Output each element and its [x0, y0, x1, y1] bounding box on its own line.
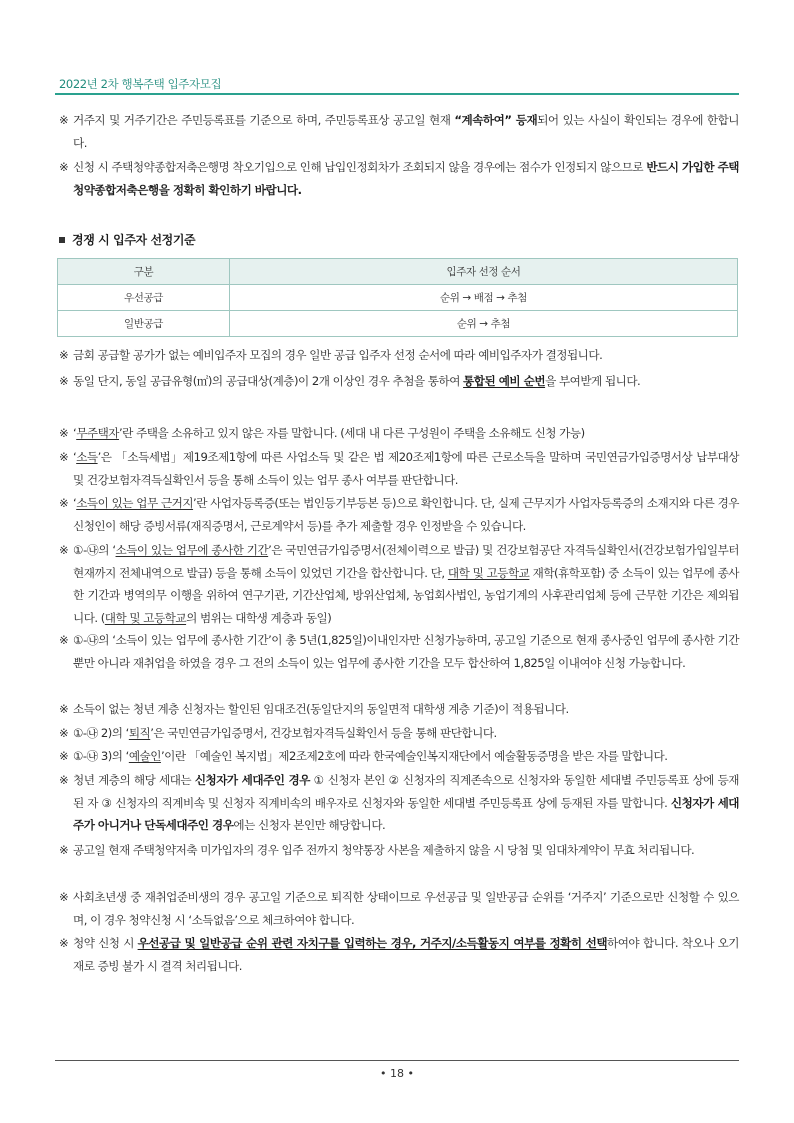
note-text: 공고일 현재 주택청약저축 미가입자의 경우 입주 전까지 청약통장 사본을 제출하지 않을 시 당첨 및 임대차계약이 무효 처리됩니다. — [73, 843, 695, 857]
note-text: 하여야 합니다. 착오나 오기재로 증빙 불가 시 결격 처리됩니다. — [73, 936, 739, 973]
note-text: ‘ — [73, 496, 77, 510]
note-homeless — [59, 422, 739, 445]
note-text: 에는 신청자 본인만 해당합니다. — [233, 818, 386, 832]
table-cell: 순위 → 추첨 — [230, 311, 738, 337]
table-row — [58, 285, 738, 311]
note-text: 신청 시 주택청약종합저축은행명 착오기입으로 인해 납입인정회차가 조회되지 않을 경우에는 점수가 인정되지 않으므로 — [73, 160, 647, 174]
note-text: ① 신청자 본인 ② 신청자의 직계존속으로 신청자와 동일한 세대별 주민등록표 상에 등재된 자 ③ 신청자의 직계비속 및 신청자 직계비속의 배우자로 신청자와 동일한 세대별 주민등록표 상에 등재된 자를 말합니다. — [73, 773, 739, 810]
table-cell: 일반공급 — [58, 311, 230, 337]
note-text: ’란 주택을 소유하고 있지 않은 자를 말합니다. (세대 내 다른 구성원이 주택을 소유해도 신청 가능) — [119, 426, 585, 440]
note-bank — [59, 156, 739, 201]
term: 소득이 있는 업무 근거지 — [76, 496, 194, 510]
note-text: ①-㉯의 ‘ — [73, 543, 116, 557]
note-text: 사회초년생 중 재취업준비생의 경우 공고일 기준으로 퇴직한 상태이므로 우선공급 및 일반공급 순위를 ‘거주지’ 기준으로만 신청할 수 있으며, 이 경우 청약신청 시 ‘소득없음’으로 체크하여야 합니다. — [73, 890, 739, 927]
note-mark: ※ — [59, 749, 69, 763]
table-row — [58, 311, 738, 337]
note-mark: ※ — [59, 348, 69, 362]
term: 소득이 있는 업무에 종사한 기간 — [115, 543, 269, 557]
note-mark: ※ — [59, 543, 69, 557]
note-text: 재학(휴학포함) 중 소득이 있는 업무에 종사한 기간과 병역의무 이행을 위하여 연구기관, 기간산업체, 방위산업체, 농업회사법인, 농업기계의 사후관리업체 등에 근무한 기간은 제외됩니다. ( — [73, 565, 739, 625]
note-text: ’은 국민연금가입증명서, 건강보험자격득실확인서 등을 통해 판단합니다. — [150, 726, 497, 740]
note-artist — [59, 745, 739, 768]
section-title-text: 경쟁 시 입주자 선정기준 — [72, 233, 196, 247]
term: 무주택자 — [76, 426, 119, 440]
term: 대학 및 고등학교 — [104, 610, 187, 625]
note-five-years — [59, 629, 739, 674]
note-integrated — [59, 370, 739, 393]
note-mark: ※ — [59, 160, 69, 174]
note-text: ’란 사업자등록증(또는 법인등기부등본 등)으로 확인합니다. 단, 실제 근무지가 사업자등록증의 소재지와 다른 경우 신청인이 해당 증빙서류(재직증명서, 근로계약서 등)를 추가 제출할 경우 인정받을 수 있습니다. — [73, 496, 739, 533]
note-text: 동일 단지, 동일 공급유형(㎡)의 공급대상(계층)이 2개 이상인 경우 추첨을 통하여 — [73, 374, 464, 388]
note-residence — [59, 109, 739, 154]
note-mark: ※ — [59, 374, 69, 388]
note-mark: ※ — [59, 496, 69, 510]
term: 예술인 — [128, 749, 161, 763]
table-header-row — [58, 259, 738, 285]
note-text: 소득이 없는 청년 계층 신청자는 할인된 임대조건(동일단지의 동일면적 대학생 계층 기준)이 적용됩니다. — [73, 702, 569, 716]
note-text: 의 범위는 대학생 계층과 동일) — [186, 610, 332, 625]
note-emphasis: 신청자가 세대주가 아니거나 단독세대주인 경우 — [73, 795, 739, 832]
note-emphasis: 통합된 예비 순번 — [463, 374, 546, 388]
note-mark: ※ — [59, 726, 69, 740]
footer-divider — [55, 1060, 739, 1061]
note-mark: ※ — [59, 633, 69, 647]
note-emphasis: 반드시 가입한 주택청약종합저축은행을 정확히 확인하기 바랍니다. — [73, 160, 739, 197]
note-emphasis: 우선공급 및 일반공급 순위 관련 자치구를 입력하는 경우, 거주지/소득활동지 여부를 정확히 선택 — [137, 936, 608, 950]
note-mark: ※ — [59, 843, 69, 857]
note-text: ①-㉯ 3)의 ‘ — [73, 749, 129, 763]
note-text: 청년 계층의 해당 세대는 — [73, 773, 195, 787]
bullet-square-icon — [59, 237, 65, 243]
note-no-income — [59, 698, 739, 721]
selection-criteria-table — [57, 258, 738, 337]
note-text: ‘ — [73, 426, 77, 440]
table-header-cell: 입주자 선정 순서 — [230, 259, 738, 285]
term: 대학 및 고등학교 — [447, 565, 530, 580]
table-cell: 우선공급 — [58, 285, 230, 311]
note-text: 청약 신청 시 — [73, 936, 138, 950]
note-mark: ※ — [59, 936, 69, 950]
page-number: • 18 • — [380, 1067, 414, 1080]
term: 소득 — [76, 450, 98, 464]
note-work-period — [59, 539, 739, 629]
note-text: ①-㉯의 ‘소득이 있는 업무에 종사한 기간’이 총 5년(1,825일)이내인자만 신청가능하며, 공고일 기준으로 현재 종사중인 업무에 종사한 기간뿐만 아니라 재취업을 하였을 경우 그 전의 소득이 있는 업무에 종사한 기간을 모두 합산하여 1,825일 이내여야 신청 가능합니다. — [73, 633, 739, 670]
note-text: 을 부여받게 됩니다. — [545, 374, 641, 388]
header-divider — [55, 93, 739, 95]
section-title — [59, 231, 195, 248]
note-household — [59, 769, 739, 837]
note-mark: ※ — [59, 450, 69, 464]
note-text: 금회 공급할 공가가 없는 예비입주자 모집의 경우 일반 공급 입주자 선정 순서에 따라 예비입주자가 결정됩니다. — [73, 348, 603, 362]
table-header-cell: 구분 — [58, 259, 230, 285]
note-workplace — [59, 492, 739, 537]
note-mark: ※ — [59, 773, 69, 787]
note-mark: ※ — [59, 426, 69, 440]
note-text: ‘ — [73, 450, 77, 464]
note-mark: ※ — [59, 113, 69, 127]
note-emphasis: “계속하여” 등재 — [454, 113, 538, 127]
note-district — [59, 932, 739, 977]
note-text: ’은 국민연금가입증명서(전체이력으로 발급) 및 건강보험공단 자격득실확인서(건강보험가입일부터 현재까지 전체내역으로 발급) 등을 통해 소득이 있었던 기간을 합산합니다. 단, — [73, 543, 739, 580]
note-text: ’은 「소득세법」제19조제1항에 따른 사업소득 및 같은 법 제20조제1항에 따른 근로소득을 말하며 국민연금가입증명서상 납부대상 및 건강보험자격득실확인서 등을 통해 소득이 있는 업무 종사 여부를 판단합니다. — [73, 450, 739, 487]
note-reserve — [59, 344, 739, 367]
note-mark: ※ — [59, 890, 69, 904]
note-text: 거주지 및 거주기간은 주민등록표를 기준으로 하며, 주민등록표상 공고일 현재 — [73, 113, 455, 127]
note-text: 되어 있는 사실이 확인되는 경우에 한합니다. — [73, 113, 739, 150]
term: 퇴직 — [128, 726, 151, 740]
note-mark: ※ — [59, 702, 69, 716]
note-income — [59, 446, 739, 491]
note-retirement — [59, 722, 739, 745]
note-text: ①-㉯ 2)의 ‘ — [73, 726, 129, 740]
document-header-title: 2022년 2차 행복주택 입주자모집 — [59, 77, 222, 91]
note-savings — [59, 839, 739, 862]
note-text: ’이란 「예술인 복지법」제2조제2호에 따라 한국예술인복지재단에서 예술활동증명을 받은 자를 말합니다. — [160, 749, 668, 763]
note-emphasis: 신청자가 세대주인 경우 — [194, 773, 310, 787]
table-cell: 순위 → 배점 → 추첨 — [230, 285, 738, 311]
note-job-seeker — [59, 886, 739, 931]
